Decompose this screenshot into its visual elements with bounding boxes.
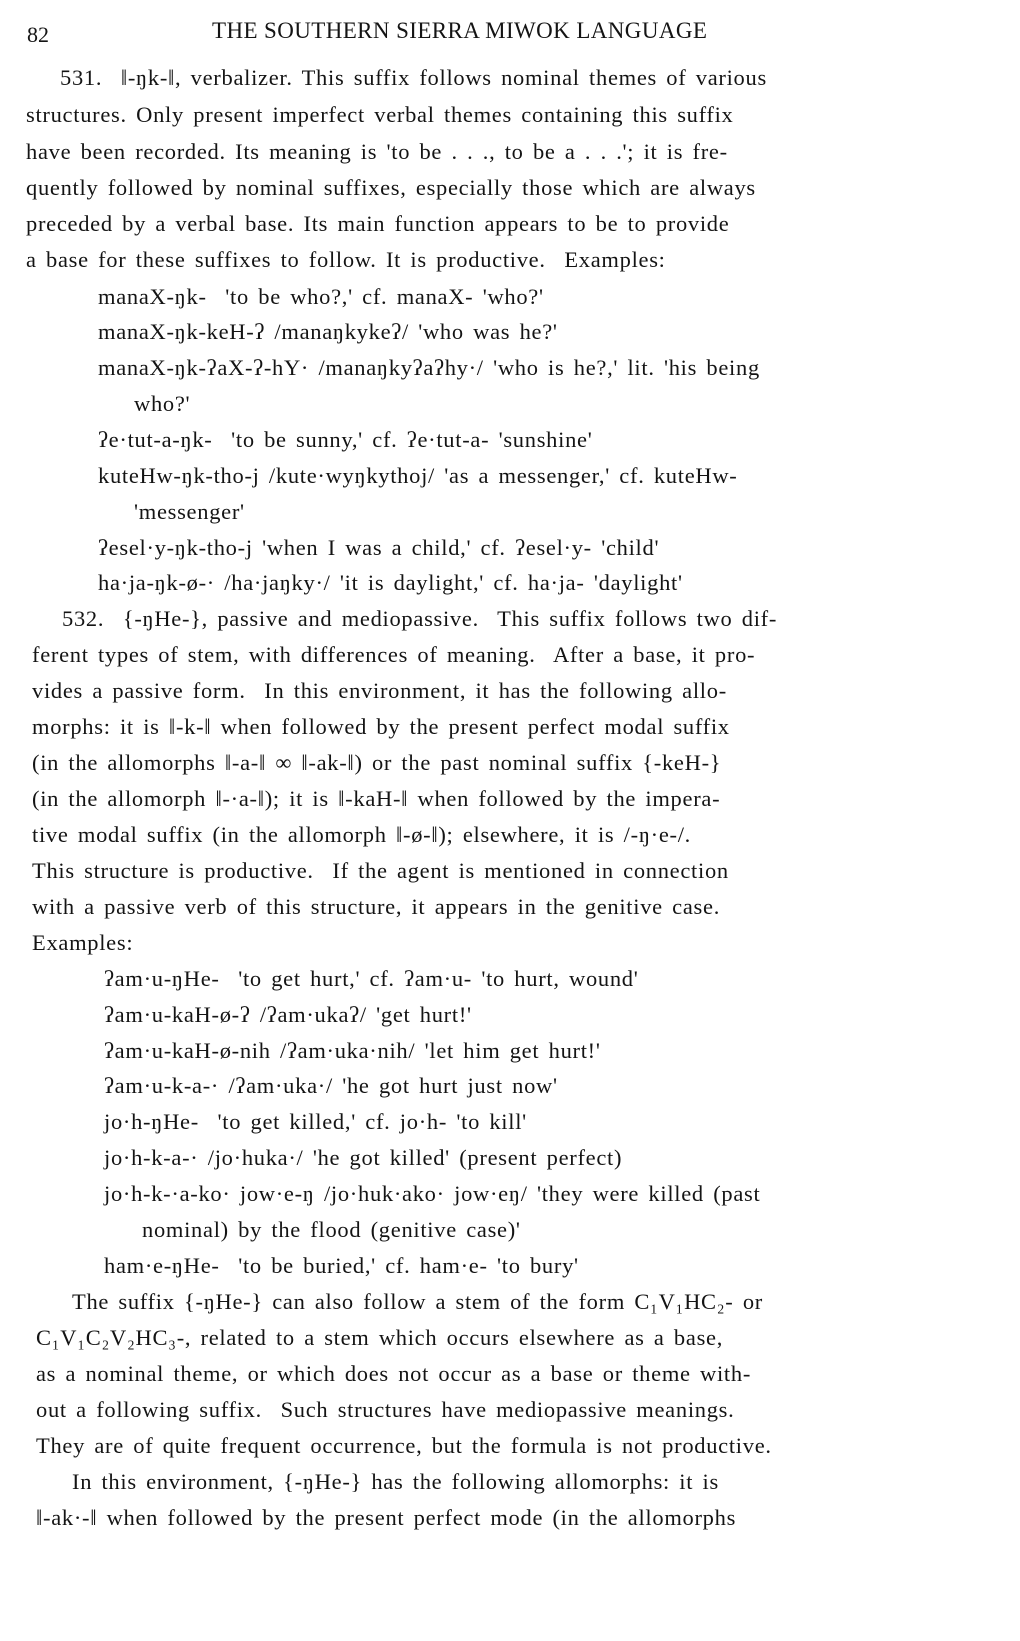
text-line: They are of quite frequent occurrence, but the formula is not productive. (36, 1433, 772, 1458)
text-line: have been recorded. Its meaning is 'to be . . ., to be a . . .'; it is fre- (26, 139, 728, 164)
text-line: jo·h-ŋHe- 'to get killed,' cf. jo·h- 'to kill' (104, 1109, 527, 1134)
text-line: C₁V₁C₂V₂HC₃-, related to a stem which occurs elsewhere as a base, (36, 1325, 724, 1350)
text-line: ham·e-ŋHe- 'to be buried,' cf. ham·e- 'to bury' (104, 1253, 579, 1278)
page-header (0, 8, 1020, 48)
text-line: preceded by a verbal base. Its main function appears to be to provide (26, 211, 730, 236)
text-line: ʔam·u-k-a-· /ʔam·uka·/ 'he got hurt just now' (104, 1073, 558, 1098)
text-line: In this environment, {-ŋHe-} has the following allomorphs: it is (72, 1469, 719, 1494)
text-line: 531. ‖-ŋk-‖, verbalizer. This suffix follows nominal themes of various (60, 65, 767, 90)
text-line: a base for these suffixes to follow. It is productive. Examples: (26, 247, 666, 272)
text-line: out a following suffix. Such structures have mediopassive meanings. (36, 1397, 735, 1422)
text-line: manaX-ŋk-ʔaX-ʔ-hY· /manaŋkyʔaʔhy·/ 'who is he?,' lit. 'his being (98, 355, 760, 380)
text-line: 'messenger' (134, 499, 245, 524)
text-line: vides a passive form. In this environment, it has the following allo- (32, 678, 727, 703)
text-line: structures. Only present imperfect verbal themes containing this suffix (26, 102, 734, 127)
text-line: ʔe·tut-a-ŋk- 'to be sunny,' cf. ʔe·tut-a- 'sunshine' (98, 427, 593, 452)
text-line: 532. {-ŋHe-}, passive and mediopassive. This suffix follows two dif- (62, 606, 778, 631)
text-line: kuteHw-ŋk-tho-j /kute·wyŋkythoj/ 'as a messenger,' cf. kuteHw- (98, 463, 738, 488)
text-line: nominal) by the flood (genitive case)' (142, 1217, 521, 1242)
text-line: quently followed by nominal suffixes, especially those which are always (26, 175, 756, 200)
text-line: manaX-ŋk- 'to be who?,' cf. manaX- 'who?' (98, 284, 544, 309)
text-line: tive modal suffix (in the allomorph ‖-ø-‖); elsewhere, it is /-ŋ·e-/. (32, 822, 691, 847)
page-number: 82 (27, 22, 49, 47)
text-line: ʔam·u-ŋHe- 'to get hurt,' cf. ʔam·u- 'to hurt, wound' (104, 966, 639, 991)
text-line: This structure is productive. If the agent is mentioned in connection (32, 858, 729, 883)
text-line: ʔesel·y-ŋk-tho-j 'when I was a child,' cf. ʔesel·y- 'child' (98, 535, 660, 560)
text-line: ʔam·u-kaH-ø-nih /ʔam·uka·nih/ 'let him get hurt!' (104, 1038, 601, 1063)
text-line: manaX-ŋk-keH-ʔ /manaŋkykeʔ/ 'who was he?' (98, 319, 558, 344)
text-line: The suffix {-ŋHe-} can also follow a stem of the form C₁V₁HC₂- or (72, 1289, 763, 1314)
text-line: ferent types of stem, with differences of meaning. After a base, it pro- (32, 642, 756, 667)
text-line: ʔam·u-kaH-ø-ʔ /ʔam·ukaʔ/ 'get hurt!' (104, 1002, 472, 1027)
running-title: THE SOUTHERN SIERRA MIWOK LANGUAGE (212, 18, 708, 43)
text-line: morphs: it is ‖-k-‖ when followed by the present perfect modal suffix (32, 714, 730, 739)
text-line: (in the allomorph ‖-·a-‖); it is ‖-kaH-‖ when followed by the impera- (32, 786, 721, 811)
text-line: who?' (134, 391, 191, 416)
text-line: jo·h-k-a-· /jo·huka·/ 'he got killed' (present perfect) (104, 1145, 623, 1170)
text-line: as a nominal theme, or which does not occur as a base or theme with- (36, 1361, 752, 1386)
text-line: (in the allomorphs ‖-a-‖ ∞ ‖-ak-‖) or the past nominal suffix {-keH-} (32, 750, 722, 775)
text-line: ‖-ak·-‖ when followed by the present perfect mode (in the allomorphs (36, 1505, 737, 1530)
text-line: jo·h-k-·a-ko· jow·e-ŋ /jo·huk·ako· jow·eŋ/ 'they were killed (past (104, 1181, 761, 1206)
text-line: with a passive verb of this structure, it appears in the genitive case. (32, 894, 721, 919)
text-line: Examples: (32, 930, 134, 955)
text-line: ha·ja-ŋk-ø-· /ha·jaŋky·/ 'it is daylight,' cf. ha·ja- 'daylight' (98, 570, 683, 595)
